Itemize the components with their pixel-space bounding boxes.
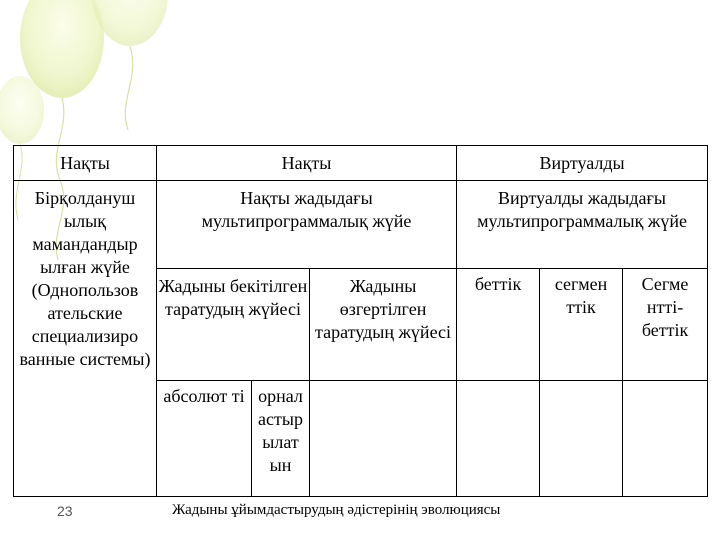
slide-number: 23 (57, 503, 73, 519)
header-cell-real-2: Нақты (157, 146, 457, 181)
cell-segmented: сегмен ттік (540, 269, 623, 381)
cell-fixed-partitions: Жадыны бекітілген таратудың жүйесі (157, 269, 310, 381)
cell-variable-partitions: Жадыны өзгертілген таратудың жүйесі (310, 269, 457, 381)
cell-virtual-memory-multiprogram: Виртуалды жадыдағы мультипрограммалық жүйе (457, 181, 708, 269)
cell-relocatable: орнал астыр ылат ын (252, 381, 310, 497)
cell-absolute: абсолют ті (157, 381, 252, 497)
empty-cell (623, 381, 708, 497)
cell-paged: беттік (457, 269, 540, 381)
slide-caption: Жадыны ұйымдастырудың әдістерінің эволюциясы (172, 502, 501, 518)
empty-cell (310, 381, 457, 497)
header-cell-virtual: Виртуалды (457, 146, 708, 181)
empty-cell (540, 381, 623, 497)
cell-real-memory-multiprogram: Нақты жадыдағы мультипрограммалық жүйе (157, 181, 457, 269)
cell-single-user-system: Бірқолдануш ылық мамандандыр ылған жүйе (Однопользов ательские специализиро ванные системы) (14, 181, 157, 497)
header-cell-real-1: Нақты (14, 146, 157, 181)
balloon-string (125, 46, 132, 130)
memory-organization-table (13, 145, 708, 497)
empty-cell (457, 381, 540, 497)
cell-segment-paged: Сегме нттi- беттік (623, 269, 708, 381)
